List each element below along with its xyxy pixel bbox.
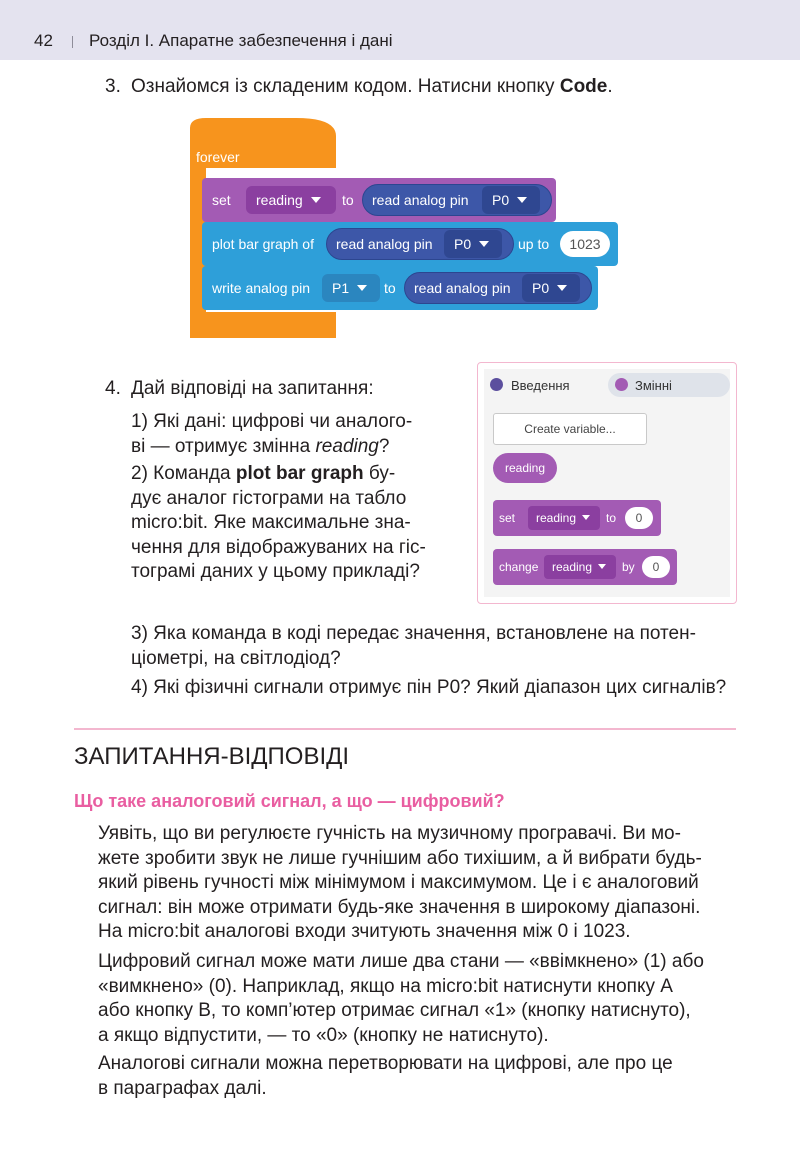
chevron-down-icon [479, 241, 489, 247]
toolbox-change-by-label: by [622, 560, 635, 574]
chevron-down-icon [557, 285, 567, 291]
section-divider [74, 728, 736, 730]
toolbox-set-label: set [499, 511, 516, 525]
category-input[interactable]: Введення [511, 378, 570, 393]
step-4-question-4: 4) Які фізичні сигнали отримує пін P0? Який діапазон цих сигналів? [131, 677, 727, 698]
write-analog-pin-label: write analog pin [212, 280, 311, 296]
question-heading: Що таке аналоговий сигнал, а що — цифровий? [74, 791, 505, 811]
set-to-label: to [342, 192, 354, 208]
page-number: 42 [34, 31, 53, 50]
forever-label: forever [196, 149, 240, 165]
create-variable-button[interactable]: Create variable... [493, 413, 647, 445]
read-analog-pin-label: read analog pin [372, 192, 469, 208]
section-title: ЗАПИТАННЯ-ВІДПОВІДІ [74, 743, 350, 770]
pin-dropdown-p0[interactable]: P0 [482, 186, 540, 214]
toolbox-change-value-input[interactable]: 0 [642, 556, 670, 578]
header-separator [72, 36, 73, 48]
page-header [0, 0, 800, 60]
category-variables[interactable]: Змінні [635, 378, 672, 393]
step-4-number: 4. [105, 378, 121, 399]
reading-variable-reporter[interactable]: reading [493, 453, 557, 483]
set-label: set [212, 192, 231, 208]
code-button-label: Code [559, 76, 608, 97]
chevron-down-icon [517, 197, 527, 203]
variables-category-dot [615, 378, 628, 391]
pin-dropdown-p0[interactable]: P0 [522, 274, 580, 302]
toolbox-set-to-label: to [606, 511, 617, 525]
chapter-title: Розділ І. Апаратне забезпечення і дані [89, 31, 393, 50]
chevron-down-icon [598, 564, 606, 569]
up-to-label: up to [518, 236, 550, 252]
max-value-input[interactable]: 1023 [560, 231, 610, 257]
chevron-down-icon [311, 197, 321, 203]
toolbox-change-label: change [499, 560, 539, 574]
toolbox-change-variable-dropdown[interactable]: reading [544, 555, 616, 579]
step-4-question-3: 3) Яка команда в коді передає значення, встановлене на потен- ціометрі, на світлодіод? [131, 623, 696, 669]
step-4-question-2: 2) Команда plot bar graph бу- дує аналог гістограми на табло micro:bit. Яке максимальне зна- чення для відображуваних на гіс- тограмі даних у цьому прикладі? [131, 463, 426, 582]
toolbox-background [484, 369, 730, 597]
input-category-dot [490, 378, 503, 391]
set-variable-dropdown[interactable]: reading [246, 186, 336, 214]
chevron-down-icon [357, 285, 367, 291]
chevron-down-icon [582, 515, 590, 520]
variables-toolbox-panel [477, 362, 737, 604]
pin-dropdown-p1[interactable]: P1 [322, 274, 380, 302]
step-3-text: Ознайомся із складеним кодом. Натисни кнопку Code. [131, 76, 613, 97]
read-analog-pin-label: read analog pin [414, 280, 511, 296]
pin-dropdown-p0[interactable]: P0 [444, 230, 502, 258]
read-analog-pin-label: read analog pin [336, 236, 433, 252]
paragraph-digital: Цифровий сигнал може мати лише два стани — «ввімкнено» (1) або «вимкнено» (0). Наприклад, якщо на micro:bit натиснути кнопку A або кнопку B, то комп’ютер отримає сигнал «1» (кнопку натиснуто), а якщо відпустити, — то «0» (кнопку не натиснуто). [98, 951, 704, 1046]
toolbox-set-value-input[interactable]: 0 [625, 507, 653, 529]
paragraph-conversion: Аналогові сигнали можна перетворювати на цифрові, але про це в параграфах далі. [98, 1053, 673, 1099]
step-3-number: 3. [105, 76, 121, 97]
toolbox-set-variable-dropdown[interactable]: reading [528, 506, 600, 530]
write-to-label: to [384, 280, 396, 296]
plot-bar-graph-label: plot bar graph of [212, 236, 314, 252]
step-4-question-1: 1) Які дані: цифрові чи аналого- ві — отримує змінна reading? [131, 411, 413, 457]
paragraph-analog: Уявіть, що ви регулюєте гучність на музичному програвачі. Ви мо- жете зробити звук не лише гучнішим або тихішим, а й вибрати будь- який рівень гучності між мінімумом і максимумом. Це і є аналоговий сигнал: він може отримати будь-яке значення в широкому діапазоні. На micro:bit аналогові входи зчитують значення між 0 і 1023. [98, 823, 702, 942]
code-blocks [186, 118, 626, 342]
step-4-intro: Дай відповіді на запитання: [131, 378, 374, 399]
